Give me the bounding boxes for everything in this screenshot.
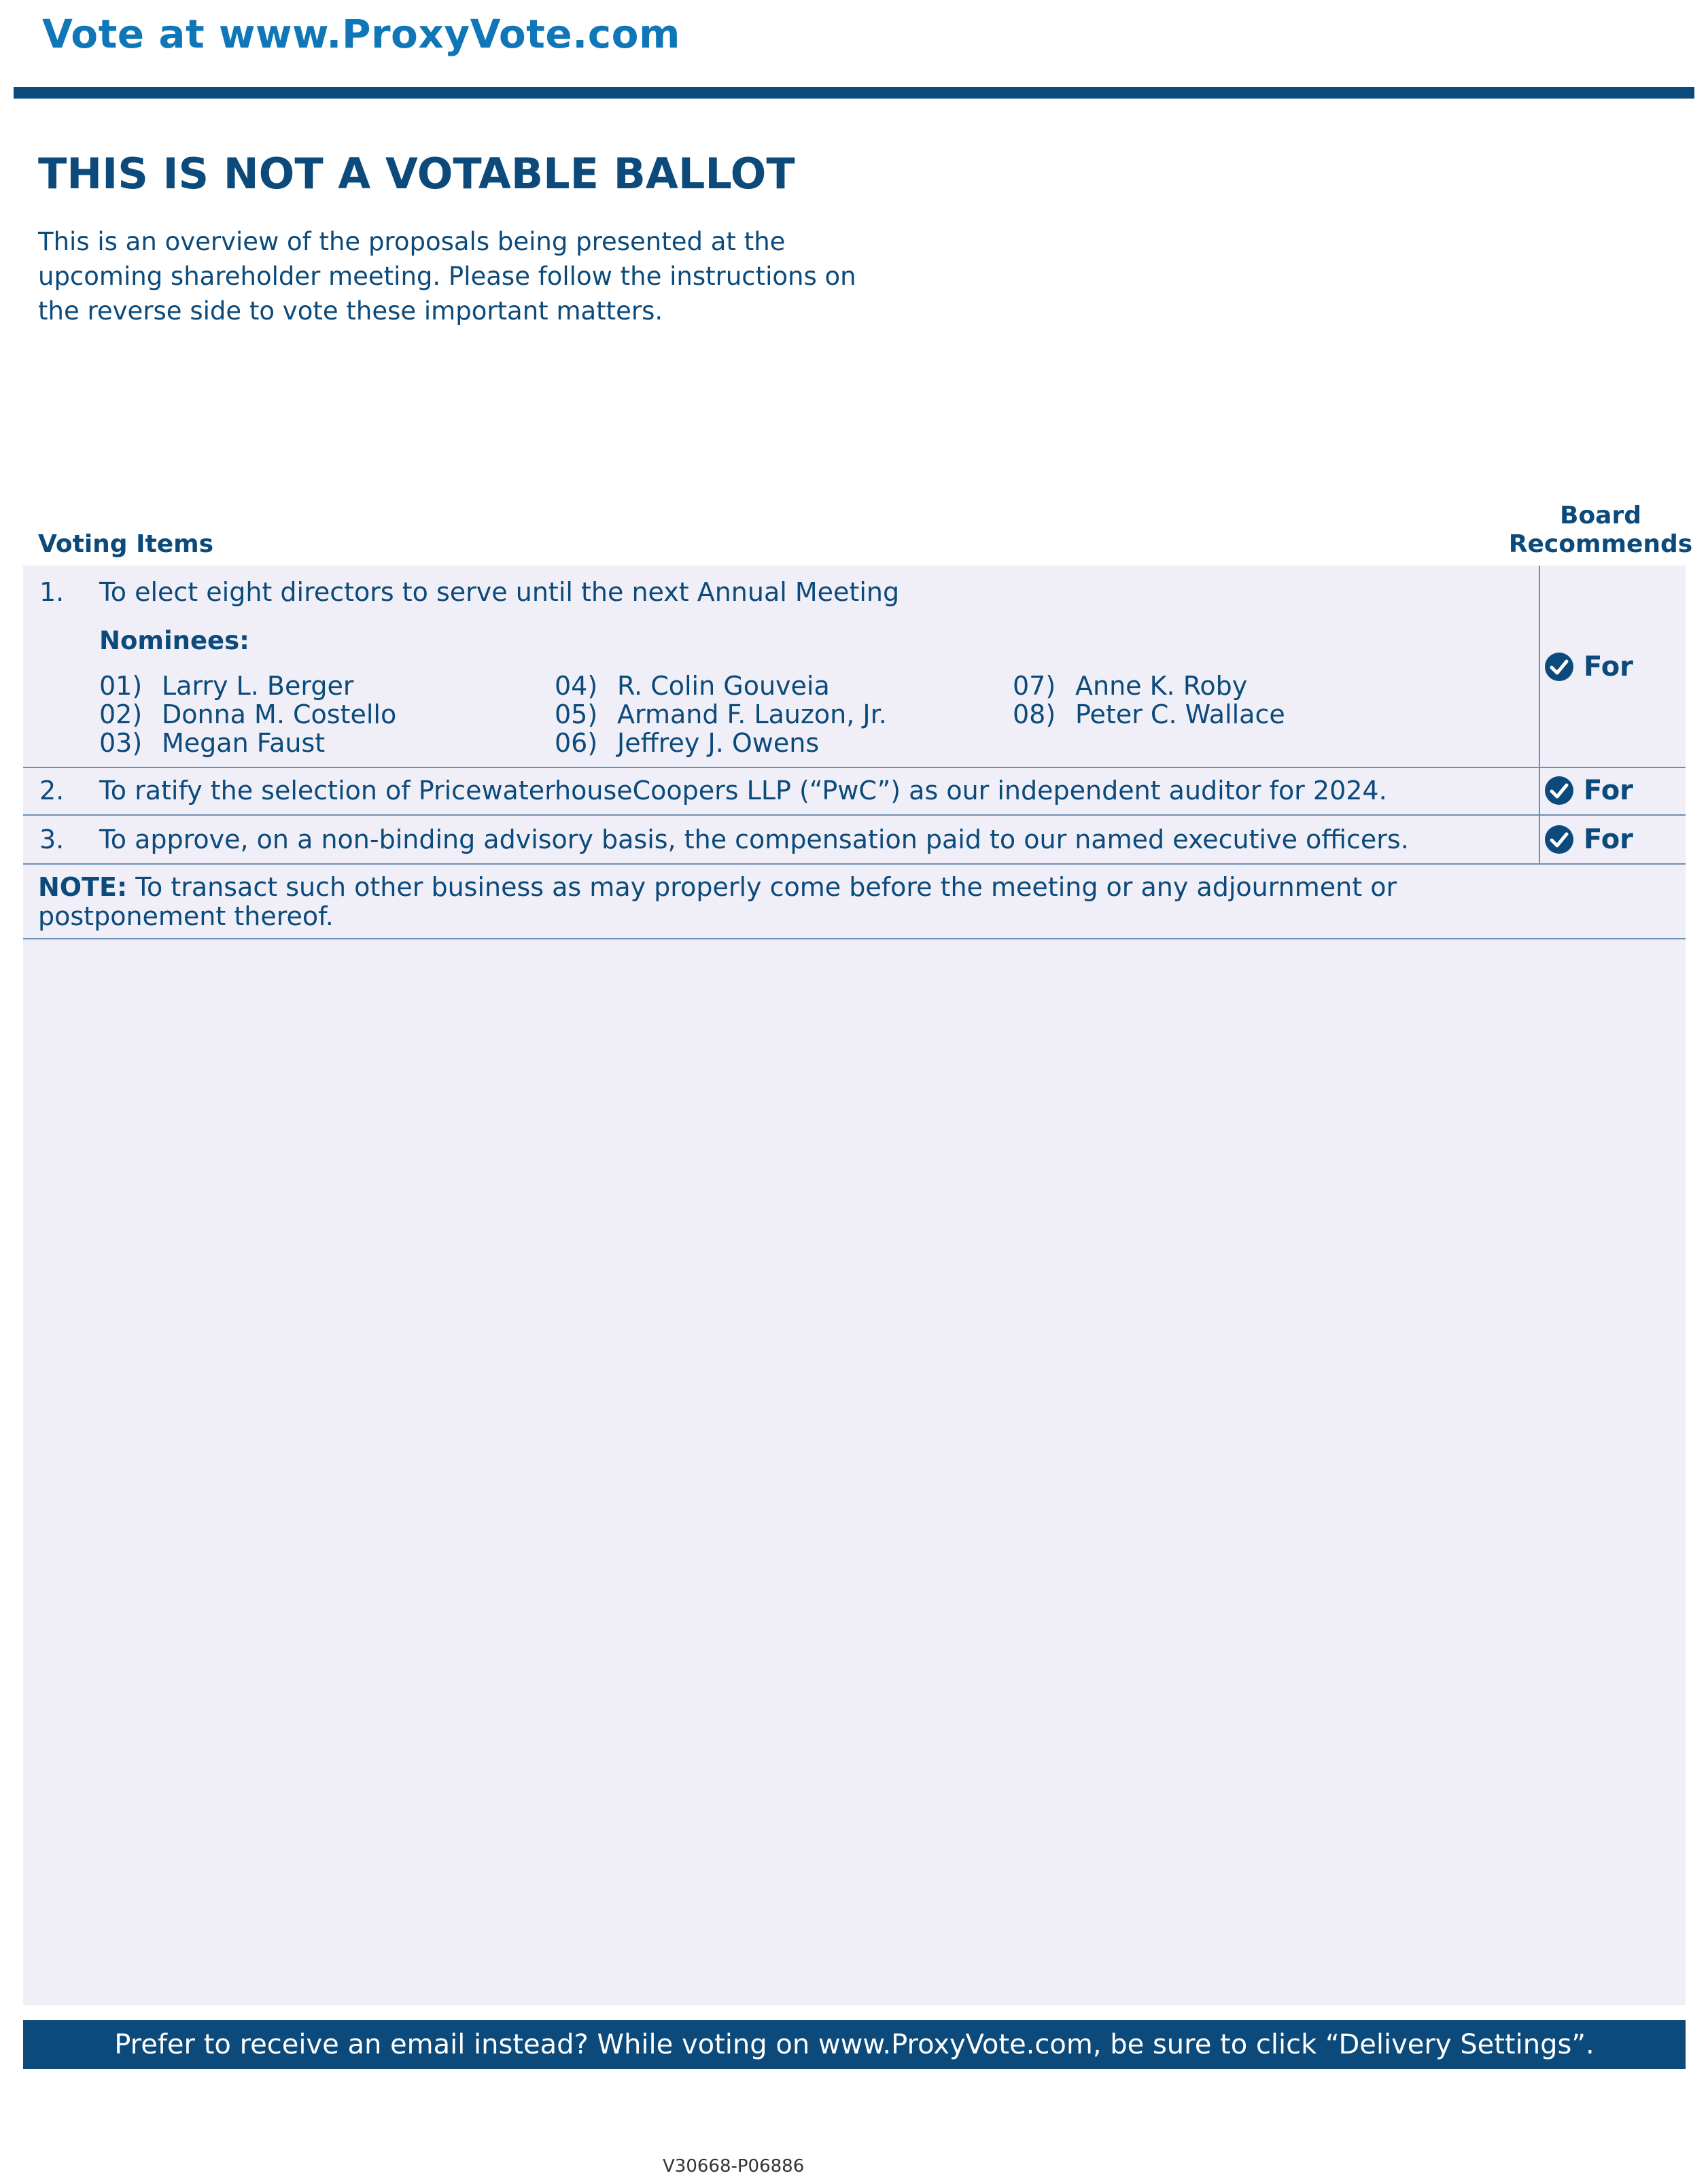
nominee-item	[1013, 700, 1285, 729]
nominee-item	[99, 672, 396, 700]
check-circle-icon	[1544, 776, 1574, 805]
item-number: 1.	[39, 577, 65, 607]
nominees-heading: Nominees:	[99, 626, 249, 655]
nominee-name: Donna M. Costello	[162, 699, 397, 729]
header-divider	[14, 87, 1694, 99]
nominee-item	[555, 700, 887, 729]
voting-item-row-2	[23, 767, 1686, 816]
nominee-name: Armand F. Lauzon, Jr.	[617, 699, 887, 729]
item-number: 3.	[39, 825, 65, 854]
board-recommendation	[1524, 822, 1686, 856]
nominee-name: Larry L. Berger	[162, 671, 354, 701]
board-recommends-line1: Board	[1560, 502, 1641, 530]
board-recommendation	[1524, 774, 1686, 808]
proxyvote-header-link[interactable]: Vote at www.ProxyVote.com	[42, 11, 680, 57]
voting-items-heading: Voting Items	[38, 530, 214, 558]
recommendation-value: For	[1584, 824, 1633, 855]
item-text: To ratify the selection of PricewaterhouseCoopers LLP (“PwC”) as our independent auditor for 2024.	[99, 776, 1387, 805]
page-title: THIS IS NOT A VOTABLE BALLOT	[38, 149, 795, 198]
item-text: To elect eight directors to serve until the next Annual Meeting	[99, 577, 900, 607]
email-delivery-banner: Prefer to receive an email instead? While voting on www.ProxyVote.com, be sure to click “Delivery Settings”.	[23, 2020, 1686, 2069]
document-code: V30668-P06886	[663, 2156, 805, 2177]
check-circle-icon	[1544, 825, 1574, 854]
nominee-column-2	[555, 672, 887, 757]
nominee-name: Peter C. Wallace	[1075, 699, 1285, 729]
nominee-item	[555, 729, 887, 757]
recommendation-value: For	[1584, 651, 1633, 682]
nominee-name: Megan Faust	[162, 728, 326, 758]
recommendation-value: For	[1584, 775, 1633, 806]
nominee-item	[99, 700, 396, 729]
nominee-item	[555, 672, 887, 700]
voting-item-row-3	[23, 816, 1686, 865]
nominee-number: 07)	[1013, 671, 1056, 701]
intro-paragraph: This is an overview of the proposals being presented at the upcoming shareholder meeting. Please follow the instructions on the reverse side to vote these important matters.	[38, 227, 856, 326]
note-row	[23, 865, 1686, 939]
check-circle-icon	[1544, 652, 1574, 682]
voting-item-row-1	[23, 566, 1686, 768]
board-recommends-line2: Recommends	[1508, 530, 1693, 558]
nominee-name: Anne K. Roby	[1075, 671, 1248, 701]
nominee-number: 02)	[99, 699, 143, 729]
item-number: 2.	[39, 776, 65, 805]
note-body: To transact such other business as may properly come before the meeting or any adjournment or postponement thereof.	[38, 872, 1397, 931]
nominee-name: R. Colin Gouveia	[617, 671, 830, 701]
nominee-number: 04)	[555, 671, 598, 701]
nominee-item	[99, 729, 396, 757]
item-text: To approve, on a non-binding advisory basis, the compensation paid to our named executive officers.	[99, 825, 1409, 854]
nominee-item	[1013, 672, 1285, 700]
board-recommendation	[1524, 650, 1686, 684]
note-text	[38, 873, 1533, 931]
nominee-column-3	[1013, 672, 1285, 729]
nominee-number: 08)	[1013, 699, 1056, 729]
board-recommends-heading	[1505, 502, 1696, 559]
nominee-number: 06)	[555, 728, 598, 758]
nominee-number: 01)	[99, 671, 143, 701]
nominee-number: 03)	[99, 728, 143, 758]
nominee-column-1	[99, 672, 396, 757]
note-label: NOTE:	[38, 872, 128, 902]
nominee-number: 05)	[555, 699, 598, 729]
nominee-name: Jeffrey J. Owens	[617, 728, 820, 758]
